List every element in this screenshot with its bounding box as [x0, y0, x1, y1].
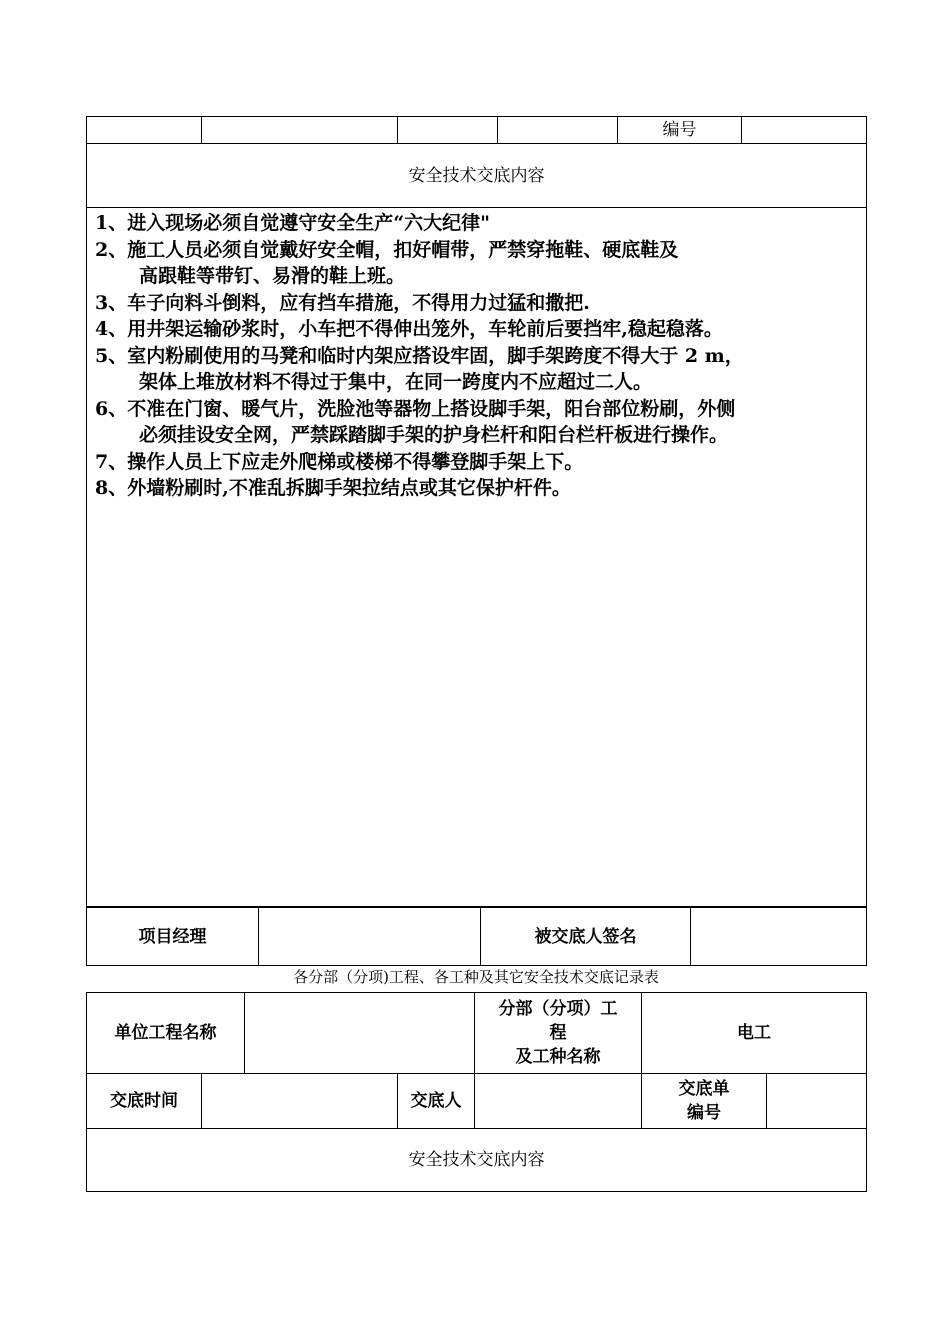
header-cell-2 [202, 117, 398, 144]
rule-text: 4、用井架运输砂浆时，小车把不得伸出笼外，车轮前后要挡牢,稳起稳落。 [95, 318, 723, 340]
rule-item-7 [95, 449, 866, 476]
disclosure-number-value [767, 1074, 866, 1128]
rule-text: 3、车子向料斗倒料，应有挡车措施，不得用力过猛和撒把. [95, 291, 590, 314]
rule-text: 5、室内粉刷使用的马凳和临时内架应搭设牢固，脚手架跨度不得大于 2 m， [95, 344, 744, 367]
division-value: 电工 [642, 993, 867, 1074]
project-manager-signature [259, 908, 481, 966]
disclosure-table-top [86, 116, 867, 907]
rule-text: 1、进入现场必须自觉遵守安全生产“六大纪律" [95, 212, 491, 234]
signature-table [86, 907, 867, 966]
disclosure-time-value [202, 1074, 398, 1129]
rule-item-8 [95, 475, 866, 502]
number-value [742, 117, 867, 144]
rule-continuation: 架体上堆放材料不得过于集中，在同一跨度内不应超过二人。 [139, 371, 653, 393]
disclosure-table-bottom [86, 992, 867, 1192]
number-label-line: 交底单 [678, 1079, 730, 1099]
rule-item-3 [95, 290, 866, 317]
rule-text: 8、外墙粉刷时,不准乱拆脚手架拉结点或其它保护杆件。 [95, 477, 571, 499]
disclosure-time-label: 交底时间 [87, 1074, 202, 1129]
header-cell-3 [398, 117, 498, 144]
content-cell [87, 208, 867, 907]
rule-item-1 [95, 210, 866, 237]
division-label [475, 993, 642, 1074]
project-manager-label: 项目经理 [87, 908, 259, 966]
discloser-value [475, 1074, 642, 1129]
division-label-line: 及工种名称 [515, 1047, 601, 1067]
unit-project-label: 单位工程名称 [87, 993, 245, 1074]
rule-continuation: 必须挂设安全网，严禁踩踏脚手架的护身栏杆和阳台栏杆板进行操作。 [139, 424, 729, 446]
number-label-line: 编号 [687, 1103, 721, 1123]
disclosure-number-cell [642, 1074, 867, 1129]
section-title: 安全技术交底内容 [87, 144, 867, 208]
header-cell-1 [87, 117, 202, 144]
discloser-label: 交底人 [398, 1074, 475, 1129]
rule-item-5 [95, 343, 866, 396]
rule-item-2 [95, 237, 866, 290]
rule-item-4 [95, 316, 866, 343]
form-caption: 各分部（分项)工程、各工种及其它安全技术交底记录表 [293, 968, 659, 986]
section-title-bottom: 安全技术交底内容 [87, 1129, 867, 1192]
safety-rules-list [87, 208, 866, 502]
rule-text: 2、施工人员必须自觉戴好安全帽，扣好帽带，严禁穿拖鞋、硬底鞋及 [95, 238, 679, 261]
rule-item-6 [95, 396, 866, 449]
unit-project-value [245, 993, 475, 1074]
division-label-line: 分部（分项）工 [498, 999, 618, 1019]
rule-text: 6、不准在门窗、暖气片，洗脸池等器物上搭设脚手架，阳台部位粉刷，外侧 [95, 397, 736, 420]
disclosure-number-label [642, 1074, 767, 1128]
header-cell-4 [498, 117, 618, 144]
division-label-line: 程 [549, 1023, 567, 1043]
rule-continuation: 高跟鞋等带钉、易滑的鞋上班。 [139, 265, 406, 287]
rule-text: 7、操作人员上下应走外爬梯或楼梯不得攀登脚手架上下。 [95, 450, 584, 473]
recipient-signature [691, 908, 867, 966]
recipient-signature-label: 被交底人签名 [481, 908, 691, 966]
number-label: 编号 [618, 117, 742, 144]
